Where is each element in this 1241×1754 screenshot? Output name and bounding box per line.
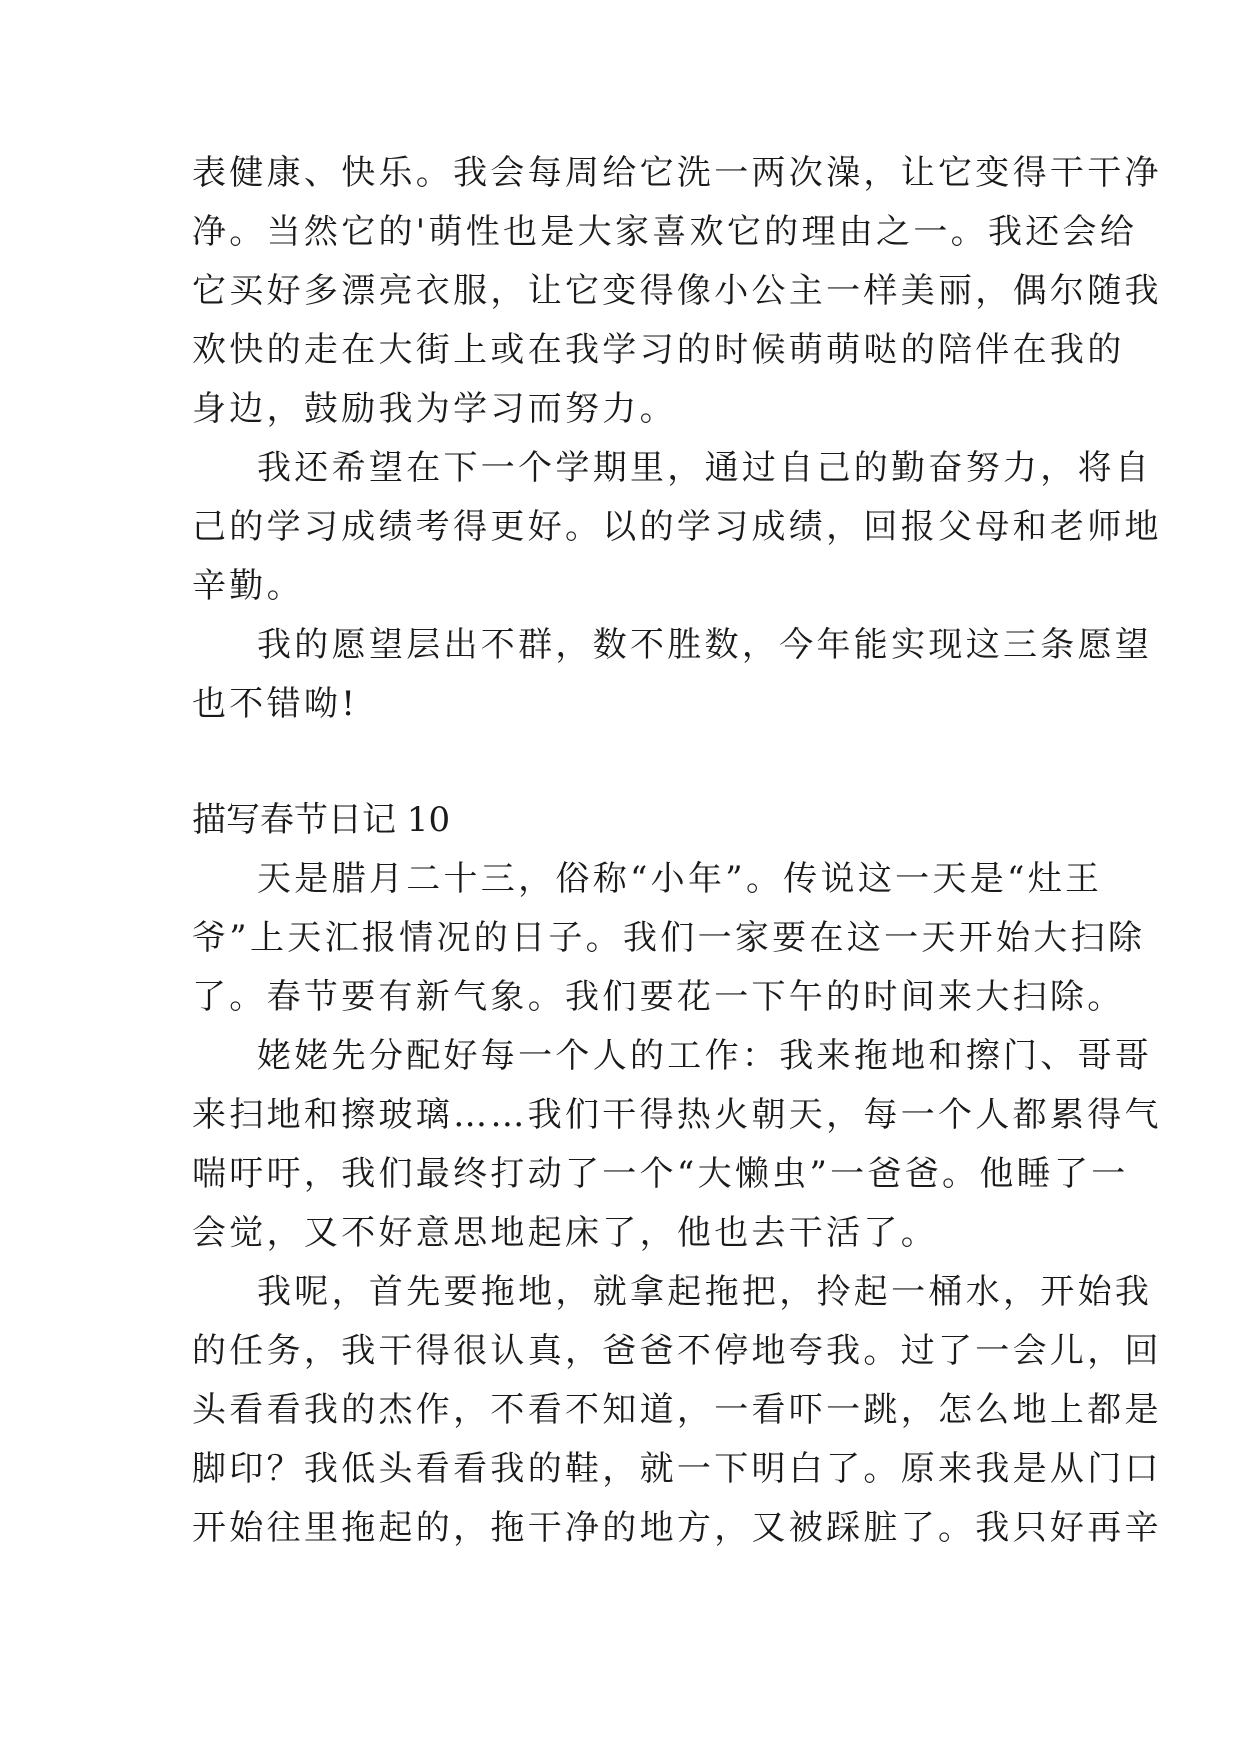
text-line: 净。当然它的'萌性也是大家喜欢它的理由之一。我还会给 <box>192 212 1138 252</box>
text-line: 喘吁吁，我们最终打动了一个“大懒虫”一爸爸。他睡了一 <box>192 1154 1129 1194</box>
text-line: 来扫地和擦玻璃……我们干得热火朝天，每一个人都累得气 <box>192 1095 1162 1135</box>
text-line: 欢快的走在大街上或在我学习的时候萌萌哒的陪伴在我的 <box>192 330 1125 370</box>
text-line: 脚印？我低头看看我的鞋，就一下明白了。原来我是从门口 <box>192 1449 1162 1489</box>
text-line: 爷”上天汇报情况的日子。我们一家要在这一天开始大扫除 <box>192 918 1146 958</box>
text-line: 天是腊月二十三，俗称“小年”。传说这一天是“灶王 <box>257 859 1103 899</box>
text-line: 头看看我的杰作，不看不知道，一看吓一跳，怎么地上都是 <box>192 1390 1162 1430</box>
text-line: 表健康、快乐。我会每周给它洗一两次澡，让它变得干干净 <box>192 153 1162 193</box>
text-line: 我还希望在下一个学期里，通过自己的勤奋努力，将自 <box>257 448 1153 488</box>
text-line: 的任务，我干得很认真，爸爸不停地夸我。过了一会儿，回 <box>192 1331 1162 1371</box>
text-line: 了。春节要有新气象。我们要花一下午的时间来大扫除。 <box>192 977 1125 1017</box>
text-line: 姥姥先分配好每一个人的工作：我来拖地和擦门、哥哥 <box>257 1036 1153 1076</box>
text-line: 开始往里拖起的，拖干净的地方，又被踩脏了。我只好再辛 <box>192 1508 1162 1548</box>
text-line: 辛勤。 <box>192 566 304 606</box>
text-line: 我的愿望层出不群，数不胜数，今年能实现这三条愿望 <box>257 625 1153 665</box>
text-line: 己的学习成绩考得更好。以的学习成绩，回报父母和老师地 <box>192 507 1162 547</box>
text-line: 会觉，又不好意思地起床了，他也去干活了。 <box>192 1213 938 1253</box>
text-line: 我呢，首先要拖地，就拿起拖把，拎起一桶水，开始我 <box>257 1272 1153 1312</box>
section-title: 描写春节日记 10 <box>192 800 451 840</box>
text-line: 它买好多漂亮衣服，让它变得像小公主一样美丽，偶尔随我 <box>192 271 1162 311</box>
text-line: 也不错呦! <box>192 684 359 724</box>
text-line: 身边，鼓励我为学习而努力。 <box>192 389 677 429</box>
